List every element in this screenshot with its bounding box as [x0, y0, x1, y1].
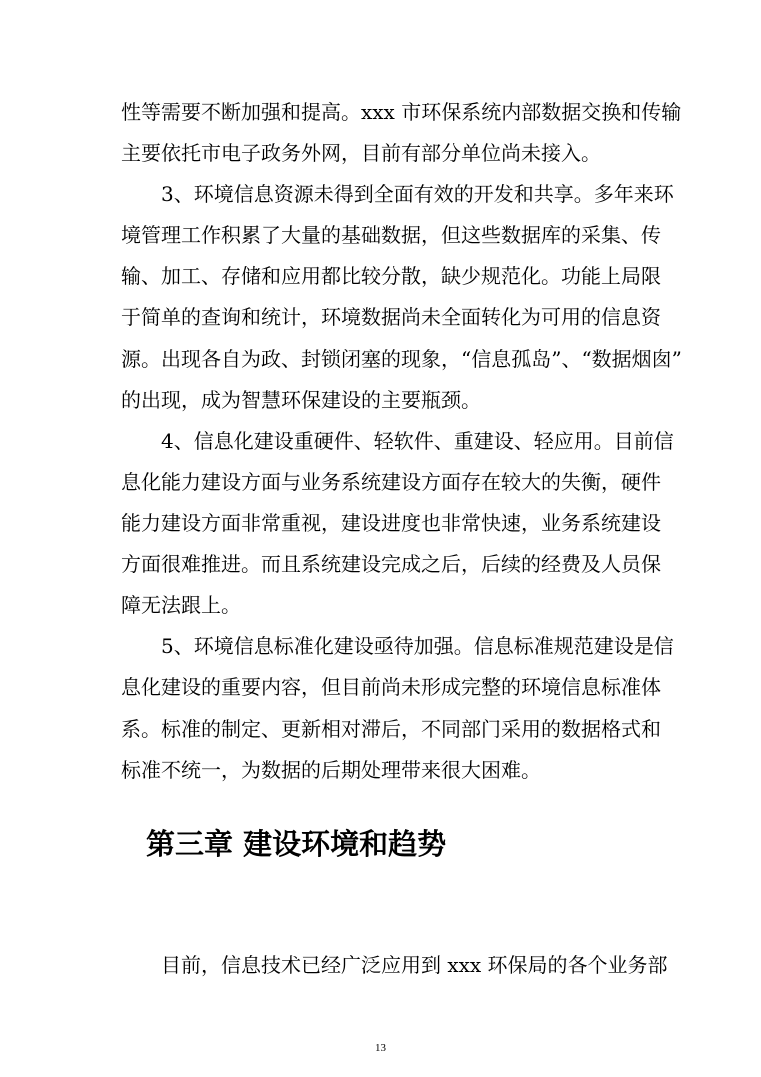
paragraph-line: 源。出现各自为政、封锁闭塞的现象，“信息孤岛”、“数据烟囱”: [121, 347, 682, 371]
paragraph-line: 息化能力建设方面与业务系统建设方面存在较大的失衡，硬件: [121, 470, 661, 494]
paragraph-line: 5、环境信息标准化建设亟待加强。信息标准规范建设是信: [161, 634, 674, 658]
paragraph-line: 境管理工作积累了大量的基础数据，但这些数据库的采集、传: [121, 223, 661, 247]
paragraph-line: 息化建设的重要内容，但目前尚未形成完整的环境信息标准体: [121, 675, 661, 699]
paragraph-line: 能力建设方面非常重视，建设进度也非常快速，业务系统建设: [121, 511, 661, 535]
paragraph-line: 4、信息化建设重硬件、轻软件、重建设、轻应用。目前信: [161, 429, 674, 453]
paragraph-line: 性等需要不断加强和提高。xxx 市环保系统内部数据交换和传输: [121, 100, 682, 124]
paragraph-line: 主要依托市电子政务外网，目前有部分单位尚未接入。: [121, 141, 601, 165]
paragraph-line: 标准不统一，为数据的后期处理带来很大困难。: [121, 758, 541, 782]
chapter-heading: 第三章 建设环境和趋势: [146, 827, 447, 861]
paragraph-line: 于简单的查询和统计，环境数据尚未全面转化为可用的信息资: [121, 305, 661, 329]
paragraph-line: 系。标准的制定、更新相对滞后，不同部门采用的数据格式和: [121, 717, 661, 741]
page-number: 13: [375, 1042, 386, 1054]
paragraph-line: 障无法跟上。: [121, 593, 241, 617]
paragraph-line: 目前，信息技术已经广泛应用到 xxx 环保局的各个业务部: [161, 953, 668, 977]
paragraph-line: 输、加工、存储和应用都比较分散，缺少规范化。功能上局限: [121, 264, 661, 288]
paragraph-line: 3、环境信息资源未得到全面有效的开发和共享。多年来环: [161, 182, 674, 206]
paragraph-line: 方面很难推进。而且系统建设完成之后，后续的经费及人员保: [121, 552, 661, 576]
paragraph-line: 的出现，成为智慧环保建设的主要瓶颈。: [121, 388, 481, 412]
